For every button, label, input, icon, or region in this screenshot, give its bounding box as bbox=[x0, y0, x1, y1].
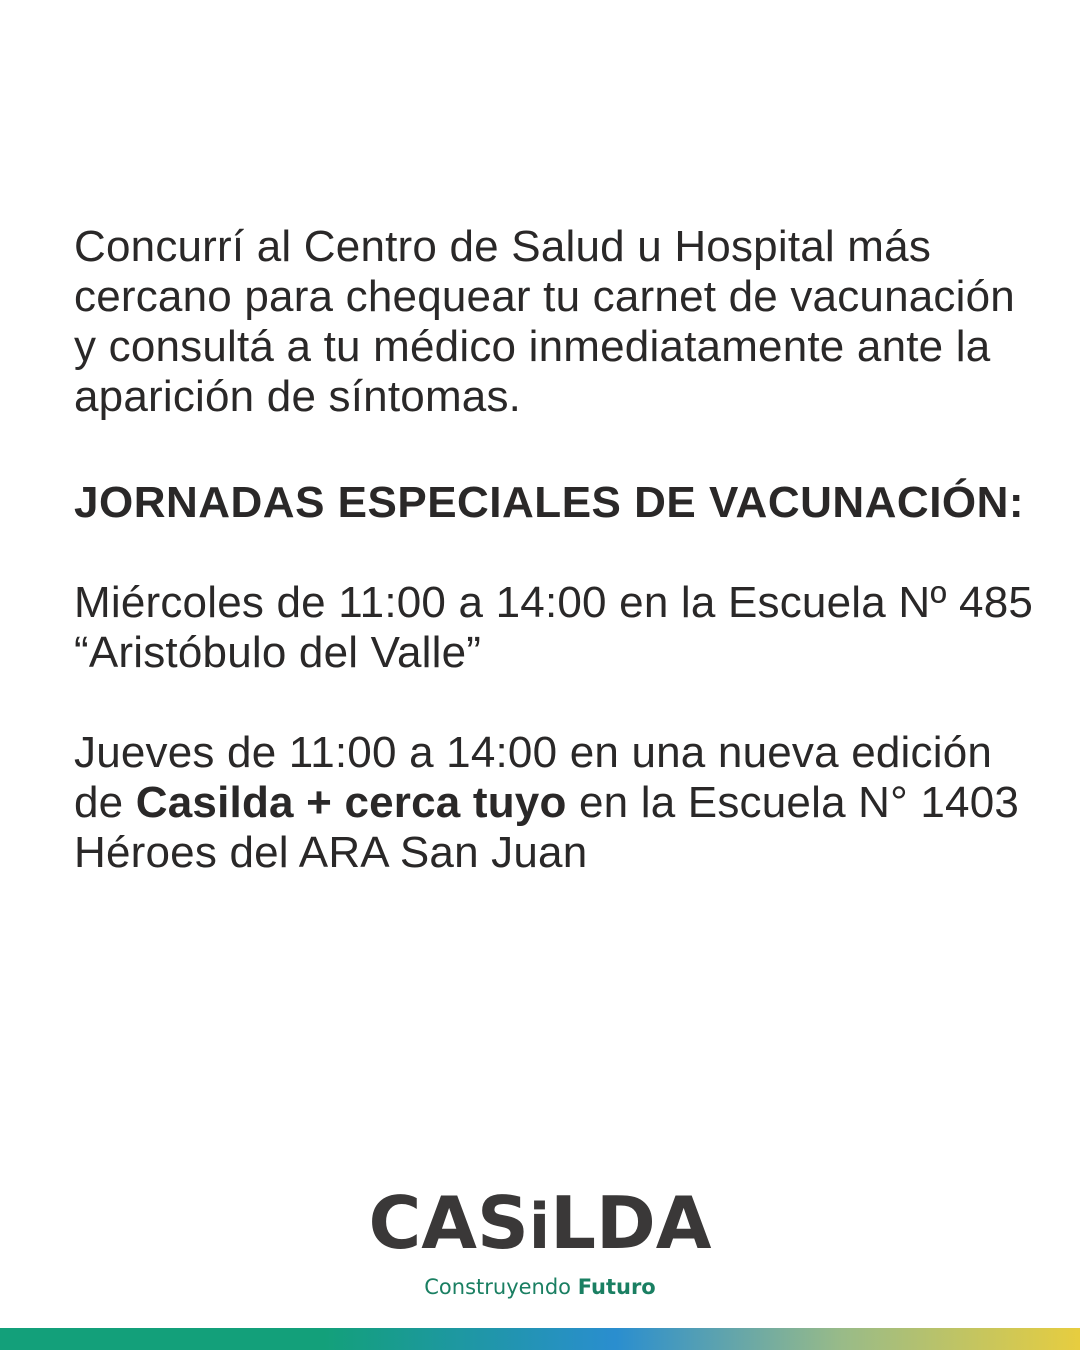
intro-paragraph: Concurrí al Centro de Salud u Hospital más cercano para chequear tu carnet de vacunación y consultá a tu médico inmediatamente ante la aparición de síntomas. bbox=[74, 222, 1015, 421]
thursday-schedule bbox=[74, 728, 1034, 878]
thursday-text-before: Jueves de 11:00 a 14:00 en una nueva edición de bbox=[74, 728, 993, 827]
event-name: Casilda + cerca tuyo bbox=[135, 778, 567, 827]
logo-wordmark-i: i bbox=[528, 1190, 551, 1263]
main-content bbox=[74, 222, 1034, 878]
wednesday-schedule: Miércoles de 11:00 a 14:00 en la Escuela Nº 485 “Aristóbulo del Valle” bbox=[74, 578, 1034, 677]
tagline-regular: Construyendo bbox=[424, 1275, 578, 1299]
logo-wordmark bbox=[368, 1180, 711, 1270]
logo-wordmark-part1: CAS bbox=[368, 1181, 529, 1265]
brand-gradient-bar bbox=[0, 1328, 1080, 1350]
logo-wordmark-part3: LDA bbox=[550, 1181, 712, 1265]
casilda-logo bbox=[0, 1180, 1080, 1300]
section-heading: JORNADAS ESPECIALES DE VACUNACIÓN: bbox=[74, 478, 1025, 527]
logo-tagline bbox=[0, 1274, 1080, 1300]
tagline-bold: Futuro bbox=[577, 1275, 656, 1299]
thursday-text-after: en la Escuela N° 1403 Héroes del ARA San Juan bbox=[74, 778, 1020, 877]
